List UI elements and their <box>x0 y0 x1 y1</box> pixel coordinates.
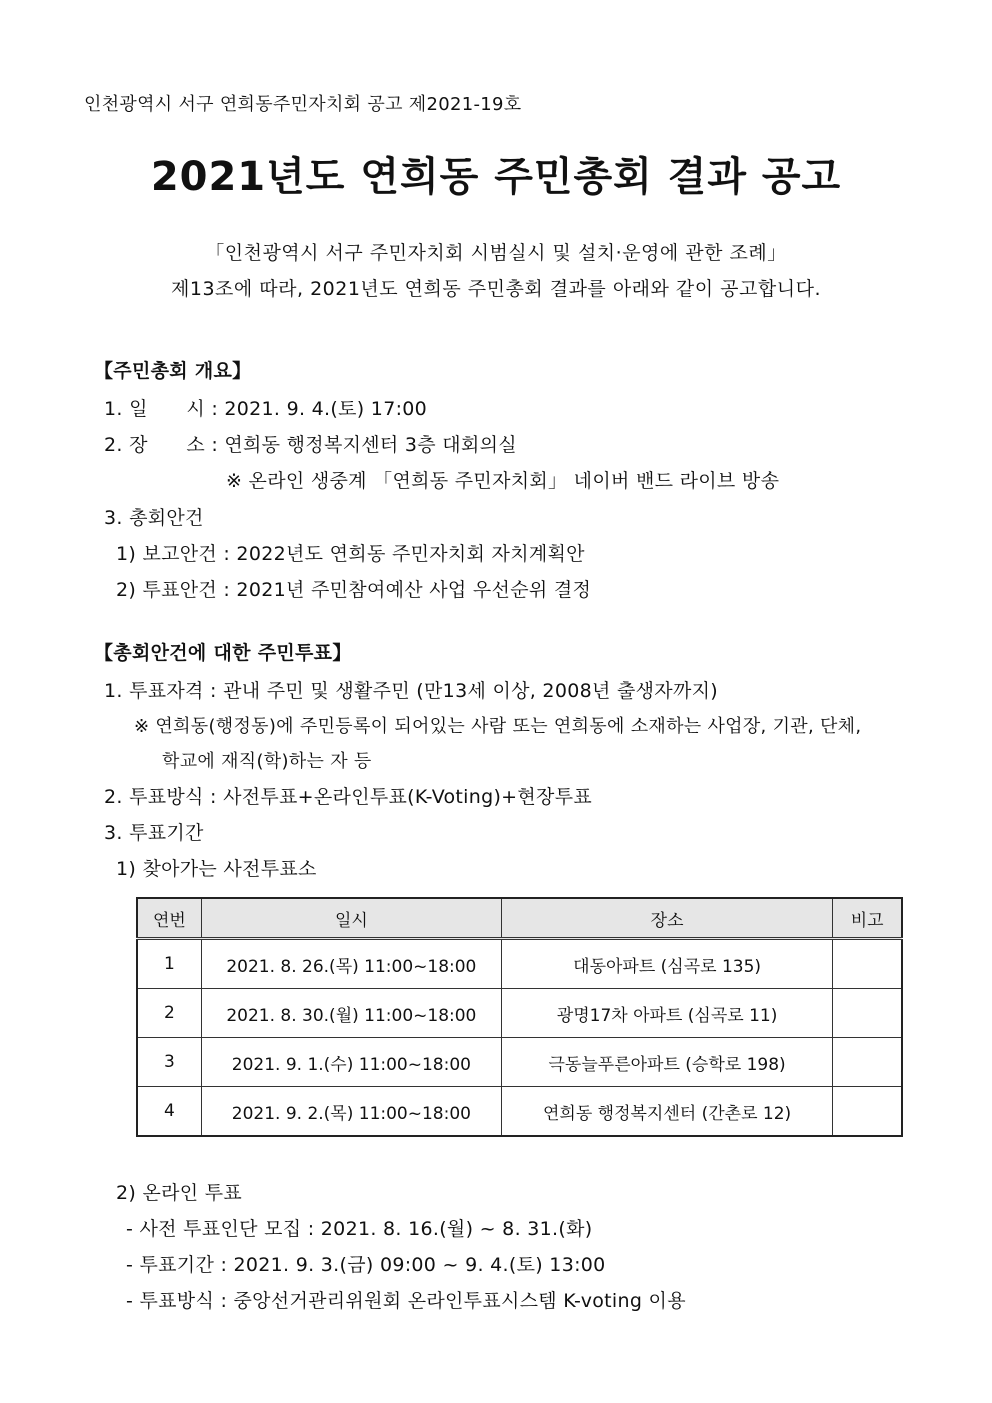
cell-place: 극동늘푸른아파트 (승학로 198) <box>501 1038 832 1087</box>
overview-heading: 【주민총회 개요】 <box>94 360 252 382</box>
cell-place: 대동아파트 (심곡로 135) <box>501 939 832 989</box>
agenda-report: 1) 보고안건 : 2022년도 연희동 주민자치회 자치계획안 <box>116 543 585 565</box>
cell-remarks <box>833 1038 902 1087</box>
cell-number: 1 <box>137 939 201 989</box>
voting-eligibility: 1. 투표자격 : 관내 주민 및 생활주민 (만13세 이상, 2008년 출생자까지) <box>104 680 718 702</box>
overview-item-agenda: 3. 총회안건 <box>104 507 204 529</box>
eligibility-note-line-1: ※ 연희동(행정동)에 주민등록이 되어있는 사람 또는 연희동에 소재하는 사업장, 기관, 단체, <box>134 716 862 737</box>
voting-heading: 【총회안건에 대한 주민투표】 <box>94 642 352 664</box>
online-voting-heading: 2) 온라인 투표 <box>116 1182 243 1204</box>
cell-datetime: 2021. 8. 26.(목) 11:00~18:00 <box>201 939 501 989</box>
overview-item-datetime: 1. 일 시 : 2021. 9. 4.(토) 17:00 <box>104 398 428 420</box>
table-row <box>137 989 902 1038</box>
online-recruitment: - 사전 투표인단 모집 : 2021. 8. 16.(월) ~ 8. 31.(화) <box>126 1218 593 1240</box>
table-header-place: 장소 <box>501 898 832 939</box>
table-row <box>137 1038 902 1087</box>
cell-number: 4 <box>137 1087 201 1137</box>
table-row <box>137 1087 902 1137</box>
cell-remarks <box>833 989 902 1038</box>
visiting-polls-heading: 1) 찾아가는 사전투표소 <box>116 858 317 880</box>
cell-remarks <box>833 939 902 989</box>
cell-number: 2 <box>137 989 201 1038</box>
cell-number: 3 <box>137 1038 201 1087</box>
page-title: 2021년도 연희동 주민총회 결과 공고 <box>150 154 842 200</box>
cell-place: 연희동 행정복지센터 (간촌로 12) <box>501 1087 832 1137</box>
table-header-datetime: 일시 <box>201 898 501 939</box>
visiting-polls-table <box>136 897 903 1137</box>
intro-line-2: 제13조에 따라, 2021년도 연희동 주민총회 결과를 아래와 같이 공고합니다. <box>171 278 821 300</box>
table-header-remarks: 비고 <box>833 898 902 939</box>
online-period: - 투표기간 : 2021. 9. 3.(금) 09:00 ~ 9. 4.(토) 13:00 <box>126 1254 606 1276</box>
cell-place: 광명17차 아파트 (심곡로 11) <box>501 989 832 1038</box>
eligibility-note-line-2: 학교에 재직(학)하는 자 등 <box>162 751 372 772</box>
overview-venue-note: ※ 온라인 생중계 「연희동 주민자치회」 네이버 밴드 라이브 방송 <box>226 470 780 492</box>
table-header-row <box>137 898 902 939</box>
overview-item-venue: 2. 장 소 : 연희동 행정복지센터 3층 대회의실 <box>104 434 517 456</box>
voting-method: 2. 투표방식 : 사전투표+온라인투표(K-Voting)+현장투표 <box>104 786 593 808</box>
cell-datetime: 2021. 9. 1.(수) 11:00~18:00 <box>201 1038 501 1087</box>
agenda-vote: 2) 투표안건 : 2021년 주민참여예산 사업 우선순위 결정 <box>116 579 592 601</box>
online-method: - 투표방식 : 중앙선거관리위원회 온라인투표시스템 K-voting 이용 <box>126 1290 686 1312</box>
intro-line-1: 「인천광역시 서구 주민자치회 시범실시 및 설치·운영에 관한 조례」 <box>205 242 787 264</box>
notice-number: 인천광역시 서구 연희동주민자치회 공고 제2021-19호 <box>84 94 522 115</box>
cell-datetime: 2021. 8. 30.(월) 11:00~18:00 <box>201 989 501 1038</box>
cell-datetime: 2021. 9. 2.(목) 11:00~18:00 <box>201 1087 501 1137</box>
table-row <box>137 939 902 989</box>
table-header-number: 연번 <box>137 898 201 939</box>
voting-period: 3. 투표기간 <box>104 822 204 844</box>
cell-remarks <box>833 1087 902 1137</box>
